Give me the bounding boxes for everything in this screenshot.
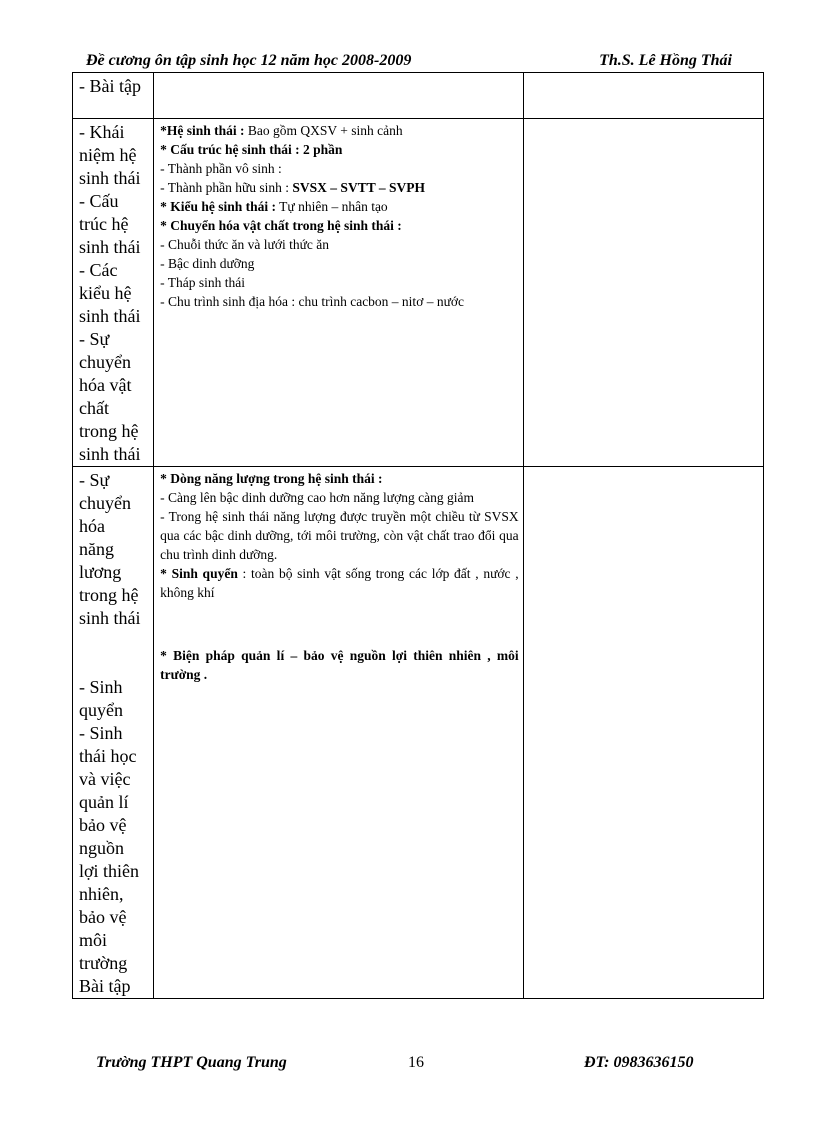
content-heading: * Chuyển hóa vật chất trong hệ sinh thái : [160,218,402,233]
topic-line: nguồn [79,838,124,858]
content-line: - Thành phần vô sinh : [160,161,282,176]
topic-line: hóa [79,516,105,536]
content-cell [154,73,524,119]
topic-line: sinh thái [79,608,141,628]
header-title: Đề cương ôn tập sinh học 12 năm học 2008-2009 [86,52,412,69]
topic-line: sinh thái [79,306,141,326]
outline-table [72,72,764,999]
content-line: - Càng lên bậc dinh dưỡng cao hơn năng lượng càng giảm [160,490,474,505]
topic-line: chất [79,398,109,418]
topic-line: - Sự [79,329,110,349]
topic-cell [73,467,154,999]
content-line: * Kiểu hệ sinh thái : Tự nhiên – nhân tạo [160,199,388,214]
content-heading: * Biện pháp quản lí – bảo vệ nguồn lợi thiên nhiên , môi trường . [160,648,519,682]
content-heading: * Cấu trúc hệ sinh thái : 2 phần [160,142,343,157]
topic-line: sinh thái [79,444,141,464]
content-cell [154,119,524,467]
topic-line: quyển [79,700,123,720]
topic-line: trong hệ [79,585,139,605]
content-line: *Hệ sinh thái : Bao gồm QXSV + sinh cảnh [160,123,403,138]
topic-line: quản lí [79,792,129,812]
notes-cell [523,119,763,467]
content-line: - Tháp sinh thái [160,275,245,290]
topic-line: sinh thái [79,168,141,188]
table-row [73,73,764,119]
table-row [73,467,764,999]
topic-line: Bài tập [79,976,131,996]
topic-line: - Cấu [79,191,119,211]
topic-cell [73,119,154,467]
notes-cell [523,467,763,999]
topic-line: - Các [79,260,118,280]
topic-line: - Sự [79,470,110,490]
footer-school: Trường THPT Quang Trung [96,1054,287,1071]
notes-cell [523,73,763,119]
topic-line: lương [79,562,122,582]
topic-line: chuyển [79,352,131,372]
topic-line: bảo vệ [79,907,127,927]
topic-line: bảo vệ [79,815,127,835]
topic-line: kiểu hệ [79,283,132,303]
topic-line: - Khái [79,122,125,142]
topic-line: - Sinh [79,723,123,743]
content-line: - Chu trình sinh địa hóa : chu trình cacbon – nitơ – nước [160,294,465,309]
topic-line: môi [79,930,108,950]
topic-line: lợi thiên [79,861,140,881]
topic-line: - Sinh [79,677,123,697]
topic-line: - Bài tập [79,76,141,96]
topic-line: niệm hệ [79,145,137,165]
footer-phone: ĐT: 0983636150 [584,1054,694,1071]
topic-line: chuyển [79,493,131,513]
header-author: Th.S. Lê Hồng Thái [599,52,732,69]
table-row [73,119,764,467]
topic-line: năng [79,539,114,559]
topic-line: hóa vật [79,375,132,395]
topic-cell [73,73,154,119]
topic-line: thái học [79,746,137,766]
topic-line: trúc hệ [79,214,129,234]
content-heading: * Dòng năng lượng trong hệ sinh thái : [160,471,383,486]
topic-line: và việc [79,769,131,789]
content-cell [154,467,524,999]
topic-line: sinh thái [79,237,141,257]
topic-line: trường [79,953,128,973]
content-line: - Bậc dinh dưỡng [160,256,255,271]
topic-line: trong hệ [79,421,139,441]
content-line: - Chuỗi thức ăn và lưới thức ăn [160,237,330,252]
topic-line: nhiên, [79,884,124,904]
content-line: - Thành phần hữu sinh : SVSX – SVTT – SVPH [160,180,425,195]
content-line: * Sinh quyển : toàn bộ sinh vật sống trong các lớp đất , nước , không khí [160,566,519,600]
content-line: - Trong hệ sinh thái năng lượng được truyền một chiều từ SVSX qua các bậc dinh dưỡng, tới môi trường, còn vật chất trao đổi qua chu trình dinh dưỡng. [160,509,519,562]
page-number: 16 [408,1054,424,1071]
